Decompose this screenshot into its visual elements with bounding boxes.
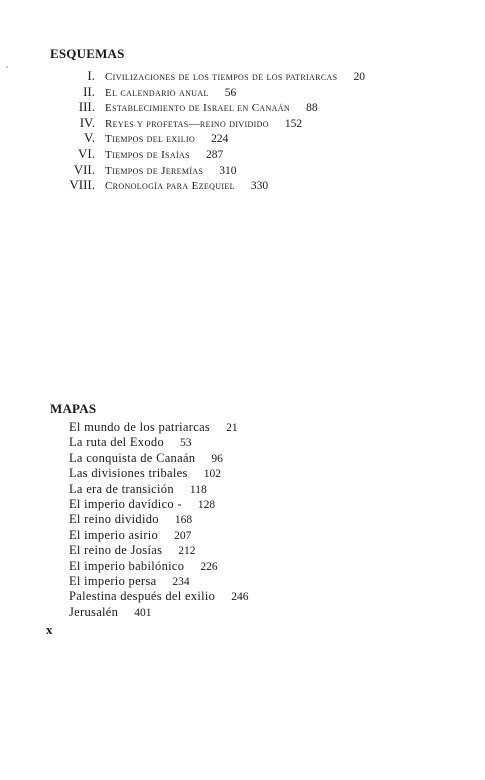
mapa-title: Palestina después del exilio — [69, 589, 216, 604]
mapas-heading: MAPAS — [50, 401, 97, 416]
esquema-entry-vi — [40, 146, 365, 162]
esquema-entry-iii — [40, 99, 365, 115]
mapa-title: Jerusalén — [69, 604, 119, 619]
mapa-entry — [69, 605, 248, 620]
mapa-title: Las divisiones tribales — [69, 466, 188, 481]
esquema-title: Tiempos de Isaías — [105, 148, 190, 161]
mapa-title: La conquista de Canaán — [69, 450, 196, 465]
esquemas-heading: ESQUEMAS — [50, 46, 125, 61]
mapa-entry — [69, 497, 248, 512]
mapa-entry — [69, 543, 248, 558]
esquema-title: Reyes y profetas—reino dividido — [105, 117, 269, 130]
mapa-title: El reino de Josías — [69, 543, 163, 558]
mapa-title: El reino dividido — [69, 512, 159, 527]
mapa-title: El imperio asirio — [69, 527, 159, 542]
esquema-numeral: IV. — [79, 114, 95, 130]
esquema-page-number: 88 — [306, 102, 318, 115]
esquema-numeral: V. — [84, 130, 95, 146]
esquema-entry-viii — [40, 177, 365, 193]
esquema-page-number: 152 — [284, 117, 303, 130]
esquema-numeral: II. — [83, 83, 95, 99]
mapa-entry — [69, 451, 248, 466]
mapa-title: El imperio babilónico — [69, 558, 185, 573]
mapa-entry — [69, 589, 248, 604]
esquema-page-number: 56 — [224, 86, 237, 99]
page-folio: x — [46, 622, 53, 637]
esquema-title: Tiempos del exilio — [105, 133, 196, 146]
esquema-page-number: 287 — [205, 148, 224, 161]
mapa-page-number: 226 — [200, 560, 218, 573]
mapa-page-number: 207 — [174, 529, 192, 542]
esquema-numeral: I. — [87, 68, 95, 83]
mapa-page-number: 168 — [174, 514, 193, 527]
esquema-page-number: 20 — [353, 71, 365, 83]
mapa-title: El imperio persa — [69, 573, 157, 588]
esquema-page-number: 310 — [219, 164, 237, 177]
mapa-entry — [69, 512, 248, 527]
mapa-page-number: 246 — [231, 591, 249, 604]
esquema-numeral: III. — [78, 99, 95, 115]
mapa-page-number: 21 — [226, 422, 238, 434]
mapas-list — [69, 420, 248, 620]
mapa-entry — [69, 574, 248, 589]
mapa-title: El imperio davídico - — [69, 496, 182, 511]
mapa-page-number: 96 — [211, 452, 223, 465]
mapa-entry — [69, 466, 248, 481]
esquema-entry-iv — [40, 115, 365, 131]
stray-mark — [6, 66, 8, 68]
mapa-page-number: 212 — [178, 545, 196, 558]
mapa-page-number: 128 — [197, 498, 216, 511]
esquema-numeral: VIII. — [69, 177, 95, 193]
esquema-title: Civilizaciones de los tiempos de los patriarcas — [105, 71, 338, 83]
mapa-entry — [69, 420, 248, 435]
mapa-title: La ruta del Exodo — [69, 435, 164, 450]
mapa-page-number: 118 — [189, 483, 207, 496]
mapa-page-number: 401 — [134, 606, 152, 619]
esquema-entry-v — [40, 130, 365, 146]
esquema-entry-ii — [40, 84, 365, 100]
mapa-page-number: 234 — [172, 575, 190, 588]
esquema-title: Establecimiento de Israel en Canaán — [105, 102, 291, 115]
mapa-title: El mundo de los patriarcas — [69, 420, 211, 434]
esquema-title: El calendario anual — [105, 86, 209, 99]
mapa-entry — [69, 482, 248, 497]
esquema-entry-i — [40, 68, 365, 84]
mapa-page-number: 53 — [180, 437, 192, 450]
esquema-entry-vii — [40, 162, 365, 178]
esquema-numeral: VII. — [73, 161, 95, 177]
mapa-title: La era de transición — [69, 481, 174, 496]
mapa-entry — [69, 559, 248, 574]
esquema-title: Tiempos de Jeremías — [105, 164, 204, 177]
mapa-page-number: 102 — [203, 468, 221, 481]
mapa-entry — [69, 528, 248, 543]
esquema-numeral: VI. — [78, 145, 95, 161]
esquema-title: Cronología para Ezequiel — [105, 180, 235, 193]
mapa-entry — [69, 435, 248, 450]
esquema-page-number: 330 — [250, 180, 269, 193]
esquemas-list — [40, 68, 365, 193]
esquema-page-number: 224 — [211, 133, 229, 146]
